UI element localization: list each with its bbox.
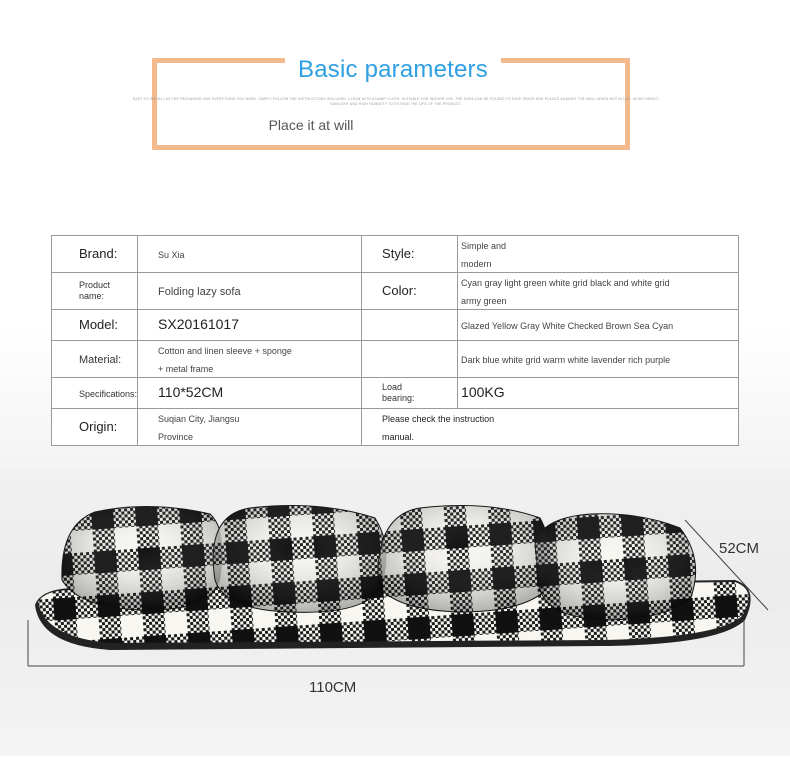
value-cell	[138, 341, 362, 378]
depth-label: 52CM	[719, 540, 760, 557]
width-label: 110CM	[309, 679, 357, 696]
color-value: Cyan gray light green white grid black and white grid army green	[461, 278, 670, 306]
table-row	[52, 236, 739, 273]
label-cell	[52, 310, 138, 341]
value-cell	[138, 236, 362, 273]
style-label: Style:	[382, 246, 415, 261]
value-cell	[458, 236, 739, 273]
label-cell	[52, 409, 138, 446]
label-cell	[362, 273, 458, 310]
material-value: Cotton and linen sleeve + sponge + metal frame	[158, 346, 292, 374]
origin-value: Suqian City, Jiangsu Province	[158, 414, 240, 442]
label-cell	[52, 341, 138, 378]
note-cell	[362, 409, 739, 446]
value-cell	[458, 341, 739, 378]
label-cell	[362, 341, 458, 378]
value-cell	[458, 310, 739, 341]
value-cell	[458, 378, 739, 409]
subtitle: Place it at will	[268, 117, 354, 133]
color-value-2: Glazed Yellow Gray White Checked Brown Sea Cyan	[461, 321, 674, 331]
fine-print: EASY TO INSTALL AS THE PACKAGING HAS EVERYTHING YOU NEED, SIMPLY FOLLOW THE INSTRUCTIONS INCLUDED. CLEAN WITH A DAMP CLOTH. SUITABLE FOR INDOOR USE. THE SOFA CAN BE FOLDED TO SAVE SPACE AND PLACED AGAINST THE WALL WHEN NOT IN USE. AVOID DIRECT SUNLIGHT AND HIGH HUMIDITY TO EXTEND THE LIFE OF THE PRODUCT.	[132, 97, 660, 106]
table-row	[52, 378, 739, 409]
style-value: Simple and modern	[461, 241, 507, 269]
label-cell	[362, 236, 458, 273]
brand-value: Su Xia	[158, 250, 185, 260]
model-value: SX20161017	[158, 316, 239, 332]
specifications-value: 110*52CM	[158, 384, 224, 400]
label-cell	[362, 378, 458, 409]
value-cell	[138, 273, 362, 310]
title-box	[285, 50, 501, 90]
parameters-table	[51, 235, 739, 446]
model-label: Model:	[79, 317, 119, 332]
sofa-image	[0, 470, 790, 756]
load-bearing-value: 100KG	[461, 384, 505, 400]
color-label: Color:	[382, 283, 417, 298]
label-cell	[52, 236, 138, 273]
origin-label: Origin:	[79, 419, 118, 434]
label-cell	[362, 310, 458, 341]
value-cell	[138, 409, 362, 446]
table-row	[52, 273, 739, 310]
page-title: Basic parameters	[298, 56, 488, 83]
material-label: Material:	[79, 354, 122, 366]
sofa-illustration	[0, 470, 790, 756]
table-row	[52, 310, 739, 341]
label-cell	[52, 273, 138, 310]
value-cell	[138, 378, 362, 409]
color-value-3: Dark blue white grid warm white lavender rich purple	[461, 355, 671, 365]
instruction-note: Please check the instruction manual.	[382, 414, 495, 442]
label-cell	[52, 378, 138, 409]
brand-label: Brand:	[79, 246, 118, 261]
table-row	[52, 341, 739, 378]
value-cell	[458, 273, 739, 310]
table-row	[52, 409, 739, 446]
specifications-label: Specifications:	[79, 389, 138, 399]
product-name-label: Product name:	[79, 280, 111, 301]
value-cell	[138, 310, 362, 341]
product-name-value: Folding lazy sofa	[158, 286, 241, 298]
load-bearing-label: Load bearing:	[382, 382, 415, 403]
